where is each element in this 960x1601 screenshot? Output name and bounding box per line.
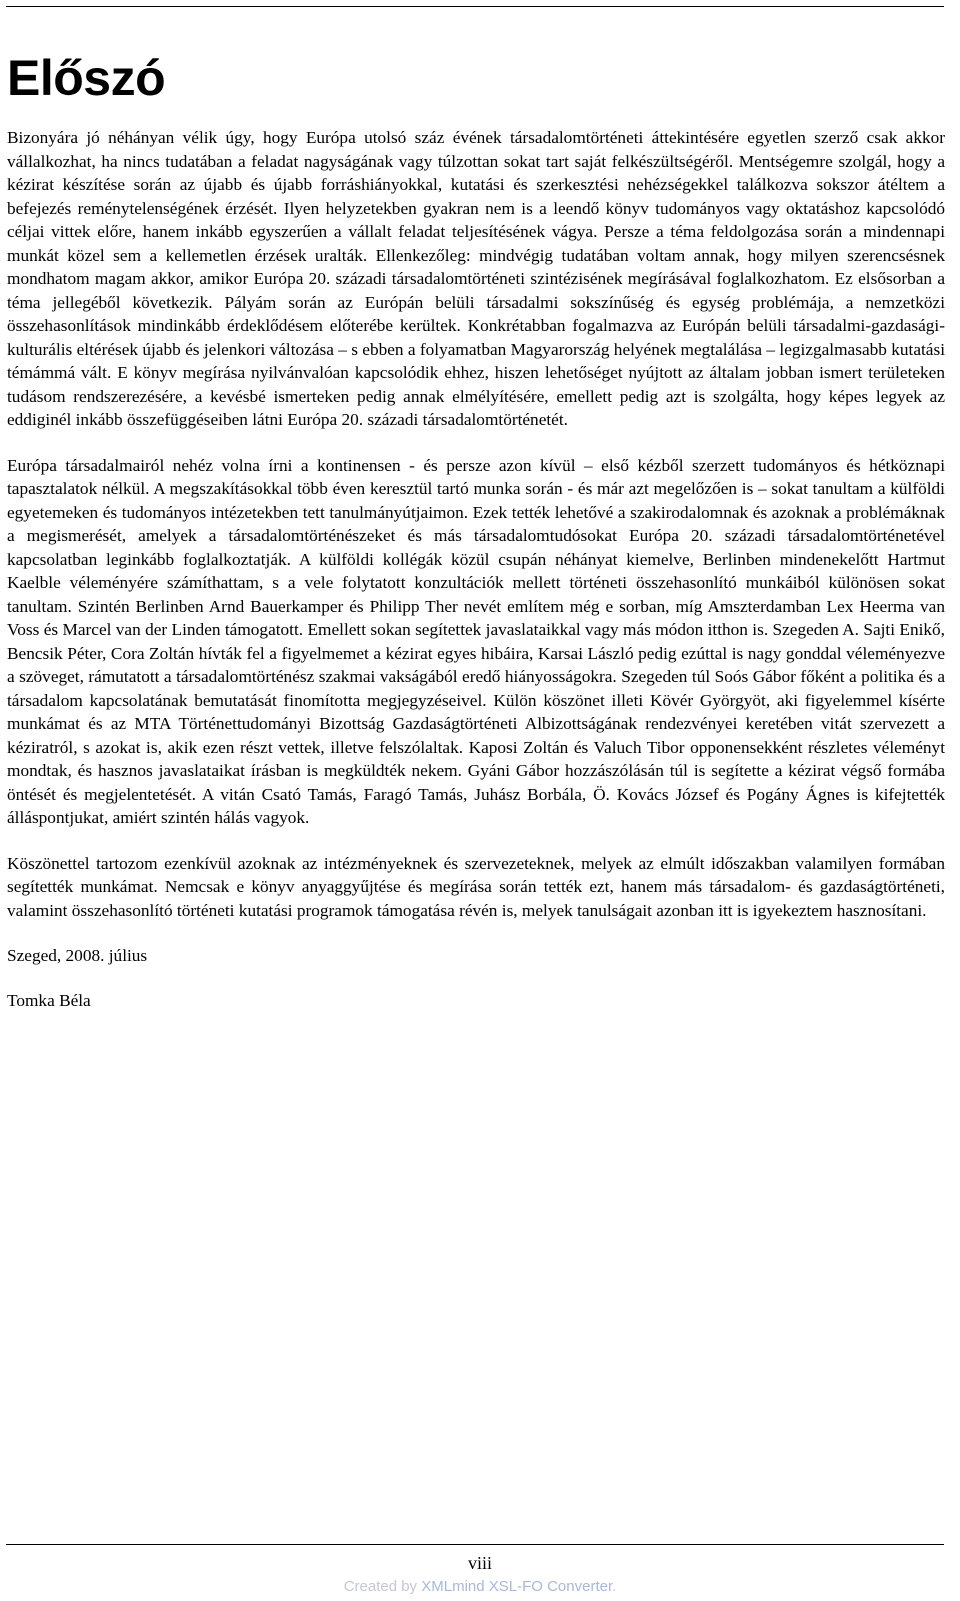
- credit-suffix: .: [612, 1578, 617, 1595]
- paragraph-2: Európa társadalmairól nehéz volna írni a kontinensen - és persze azon kívül – első kézből szerzett tudományos és hétköznapi tapasztalatok nélkül. A megszakításokkal több éven keresztül tartó munka során - és már azt megelőzően is – sokat tanultam a külföldi egyetemeken és tudományos intézetekben tett tanulmányútjaimon. Ezek tették lehetővé a szakirodalomnak és azoknak a problémáknak a megismerését, amelyek a társadalomtörténészeket és más társadalomtudósokat Európa 20. századi társadalomtörténetével kapcsolatban leginkább foglalkoztatják. A külföldi kollégák közül csupán néhányat kiemelve, Berlinben mindenekelőtt Hartmut Kaelble véleményére számíthattam, s a vele folytatott konzultációk mellett történeti összehasonlító munkáiból különösen sokat tanultam. Szintén Berlinben Arnd Bauerkamper és Philipp Ther nevét említem még e sorban, míg Amszterdamban Lex Heerma van Voss és Marcel van der Linden támogatott. Emellett sokan segítettek javaslataikkal vagy más módon itthon is. Szegeden A. Sajti Enikő, Bencsik Péter, Cora Zoltán hívták fel a figyelmemet a kézirat egyes hibáira, Karsai László pedig ezúttal is nagy gonddal véleményezve a szöveget, rámutatott a társadalomtörténész szakmai vakságából eredő hiányosságokra. Szegeden túl Soós Gábor főként a politika és a társadalom kapcsolatának bemutatását finomította megjegyzéseivel. Külön köszönet illeti Kövér Györgyöt, aki figyelemmel kísérte munkámat és az MTA Történettudományi Bizottság Gazdaságtörténeti Albizottságának rendezvényei keretében vitát szervezett a kéziratról, s azokat is, akik ezen részt vettek, illetve felszólaltak. Kaposi Zoltán és Valuch Tibor opponensekként részletes véleményt mondtak, és hasznos javaslataikat írásban is megküldték nekem. Gyáni Gábor hozzászólásán túl is segítette a kézirat végső formába öntését és megjelentetését. A vitán Csató Tamás, Faragó Tamás, Juhász Borbála, Ö. Kovács József és Pogány Ágnes is kifejtették álláspontjukat, amiért szintén hálás vagyok.: [7, 455, 945, 827]
- credit-prefix: Created by: [343, 1578, 422, 1595]
- author-signature: Tomka Béla: [7, 990, 91, 1010]
- credit-brand: XMLmind XSL-FO Converter: [421, 1578, 613, 1595]
- paragraph-1: Bizonyára jó néhányan vélik úgy, hogy Európa utolsó száz évének társadalomtörténeti áttekintésére egyetlen szerző csak akkor vállalkozhat, ha nincs tudatában a feladat nagyságának vagy túlzottan sokat tart saját felkészültségéről. Mentségemre szolgál, hogy a kézirat készítése során az újabb és újabb forráshiányokkal, kutatási és szerkesztési nehézségekkel találkozva sokszor átéltem a befejezés reménytelenségének érzését. Ilyen helyzetekben gyakran nem is a leendő könyv tudományos vagy oktatáshoz kapcsolódó céljai vittek előre, hanem inkább egyszerűen a vállalt feladat teljesítésének vágya. Persze a téma feldolgozása során a mindennapi munkát közel sem a kellemetlen érzések uralták. Ellenkezőleg: mindvégig tudatában voltam annak, hogy milyen szerencsésnek mondhatom magam akkor, amikor Európa 20. századi társadalomtörténeti szintézisének megírásával foglalkozhatom. Ez elsősorban a téma jellegéből következik. Pályám során az Európán belüli társadalmi sokszínűség és egység problémája, a nemzetközi összehasonlítások mindinkább érdeklődésem előterébe kerültek. Konkrétabban fogalmazva az Európán belüli társadalmi-gazdasági-kulturális eltérések újabb és jelenkori változása – s ebben a folyamatban Magyarország helyének megtalálása – legizgalmasabb kutatási témámmá vált. E könyv megírása nyilvánvalóan kapcsolódik ehhez, hiszen lehetőséget nyújtott az általam jobban ismert területeken tudásom rendszerezésére, a kevésbé ismerteken pedig annak elmélyítésére, emellett pedig azt is szolgálta, hogy képes legyek az eddiginél inkább összefüggéseiben látni Európa 20. századi társadalomtörténetét.: [7, 128, 945, 429]
- paragraph-3: Köszönettel tartozom ezenkívül azoknak az intézményeknek és szervezeteknek, melyek az elmúlt időszakban valamilyen formában segítették munkámat. Nemcsak e könyv anyaggyűjtése és megírása során tették ezt, hanem más társadalom- és gazdaságtörténeti, valamint összehasonlító történeti kutatási programok támogatása révén is, melyek tanulságait azonban itt is igyekeztem hasznosítani.: [7, 853, 945, 920]
- body-text: [7, 126, 945, 1033]
- converter-credit: [0, 1577, 960, 1597]
- page-title: Előszó: [7, 50, 166, 106]
- footer-rule: [6, 1544, 944, 1545]
- page-number: viii: [467, 1553, 492, 1573]
- top-rule: [6, 6, 944, 7]
- place-date: Szeged, 2008. július: [7, 946, 148, 965]
